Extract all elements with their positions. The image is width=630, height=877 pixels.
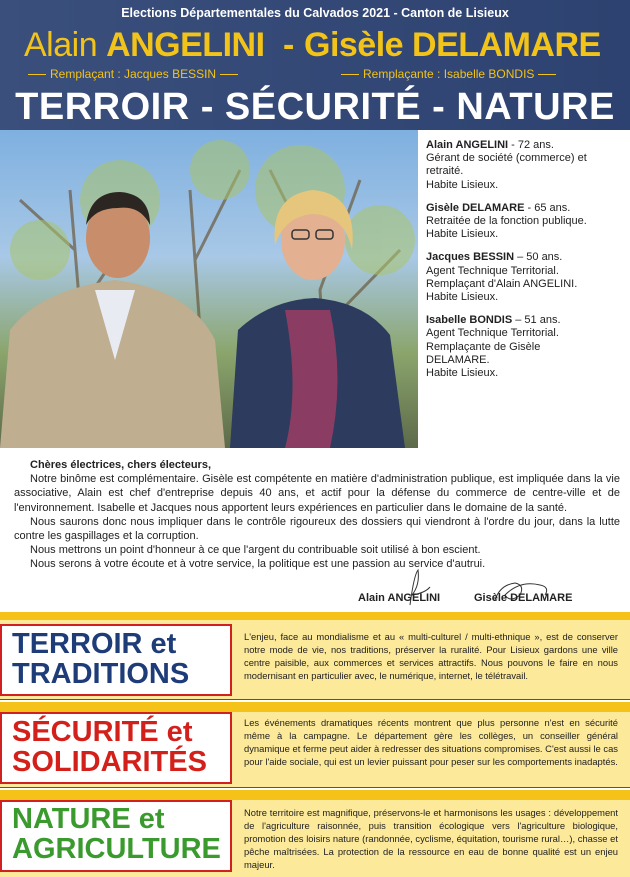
letter-paragraph: Notre binôme est complémentaire. Gisèle est compétente en matière d'administration publique, est impliquée dans la vie associative, Alain est chef d'entreprise depuis 40 ans, et actif pour la défense du commerce de centre-ville et de l'environnement. Isabelle et Jacques nous apportent leurs expériences en particulier dans le domaine de la santé. xyxy=(14,473,620,514)
replacement1: Remplaçant : Jacques BESSIN xyxy=(24,67,242,81)
candidates-photo-illustration xyxy=(0,130,418,448)
section-securite xyxy=(0,702,630,788)
bio-jacques: Jacques BESSIN – 50 ans. Agent Technique Territorial. Remplaçant d'Alain ANGELINI. Habite Lisieux. xyxy=(426,251,578,304)
section-divider xyxy=(0,787,630,788)
section-title: NATURE et AGRICULTURE xyxy=(12,803,221,865)
candidate1-name: Alain ANGELINI xyxy=(24,26,265,64)
letter-paragraph: Nous serons à votre écoute et à votre service, la politique est une passion au service d'autrui. xyxy=(30,558,486,571)
candidate2-name: Gisèle DELAMARE xyxy=(304,26,601,64)
letter-greeting: Chères électrices, chers électeurs, xyxy=(30,459,212,471)
section-title: TERROIR et TRADITIONS xyxy=(12,628,190,690)
letter-paragraph: Nous saurons donc nous impliquer dans le contrôle rigoureux des dossiers qui viendront à l'ordre du jour, dans la lutte contre les gaspillages et la corruption. xyxy=(14,515,620,543)
replacement2: Remplaçante : Isabelle BONDIS xyxy=(337,67,560,81)
section-nature xyxy=(0,790,630,877)
section-text: L'enjeu, face au mondialisme et au « multi-culturel / multi-ethnique », est de conserver notre mode de vie, nos traditions, préserver la ruralité. Pour Lisieux gardons une ville centre paisible, aux commerces et services attractifs. Nous pouvons le faire en nous modernisant en particulier avec, le numérique, internet, le télétravail. xyxy=(244,631,618,681)
section-stripe xyxy=(0,612,630,620)
section-stripe xyxy=(0,790,630,800)
bio-isabelle: Isabelle BONDIS – 51 ans. Agent Technique Territorial. Remplaçante de Gisèle DELAMARE. Habite Lisieux. xyxy=(426,314,561,380)
candidates-bios xyxy=(426,139,626,390)
campaign-letter xyxy=(14,458,620,572)
section-stripe xyxy=(0,702,630,712)
signature-gisele: Gisèle DELAMARE xyxy=(474,592,573,604)
section-text: Les événements dramatiques récents montrent que plus personne n'est en sécurité même à la campagne. Le département gère les collèges, un conseiller général dynamique et ferme peut aider à redresser des situations compromises. C'est aussi le cas pour l'aide sociale, qui est un levier puissant pour peser sur les comportements inadaptés. xyxy=(244,717,618,767)
header-banner xyxy=(0,0,630,130)
letter-paragraph: Nous mettrons un point d'honneur à ce que l'argent du contribuable soit utilisé à bon escient. xyxy=(30,544,481,557)
slogan: TERROIR - SÉCURITÉ - NATURE xyxy=(15,86,615,128)
name-separator: - xyxy=(283,26,294,64)
election-subtitle: Elections Départementales du Calvados 2021 - Canton de Lisieux xyxy=(121,6,509,20)
section-text: Notre territoire est magnifique, préservons-le et harmonisons les usages : développement de l'agriculture raisonnée, puis transition écologique vers l'agriculture biologique, promotion des loisirs nature (randonnée, cyclisme, équitation, tourisme rural…), chasse et pêche maîtrisées. La protection de la ressource en eau de bonne qualité est un enjeu majeur. xyxy=(244,807,618,870)
candidates-photo xyxy=(0,130,418,448)
bio-alain: Alain ANGELINI - 72 ans. Gérant de société (commerce) et retraité. Habite Lisieux. xyxy=(426,139,587,191)
bio-gisele: Gisèle DELAMARE - 65 ans. Retraitée de la fonction publique. Habite Lisieux. xyxy=(426,201,587,241)
section-title: SÉCURITÉ et SOLIDARITÉS xyxy=(12,716,207,778)
signature-alain: Alain ANGELINI xyxy=(358,592,441,604)
section-terroir xyxy=(0,612,630,700)
section-divider xyxy=(0,699,630,700)
